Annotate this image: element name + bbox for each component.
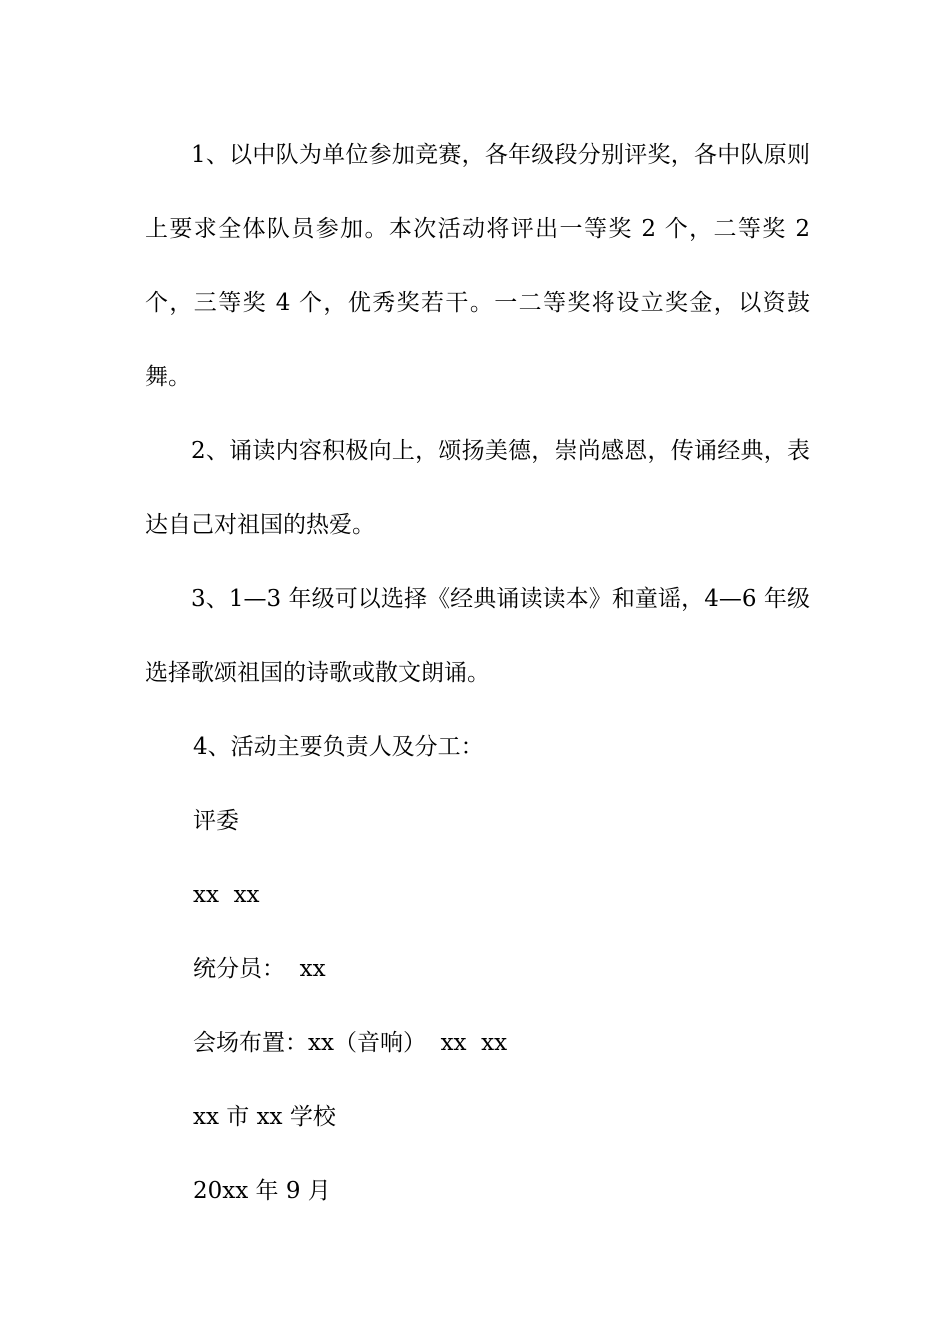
paragraph-competition-rules: 1、以中队为单位参加竞赛，各年级段分别评奖，各中队原则上要求全体队员参加。本次活动将评出一等奖 2 个，二等奖 2 个，三等奖 4 个，优秀奖若干。一二等奖将设立奖金，以资鼓舞。	[145, 142, 810, 390]
label-judges: 评委	[193, 808, 239, 834]
document-date: 20xx 年 9 月	[193, 1178, 331, 1204]
school-name: xx 市 xx 学校	[193, 1104, 336, 1130]
paragraph-grade-selection: 3、1—3 年级可以选择《经典诵读读本》和童谣，4—6 年级选择歌颂祖国的诗歌或散文朗诵。	[145, 586, 810, 686]
document-body	[145, 118, 810, 1228]
heading-responsibilities: 4、活动主要负责人及分工：	[193, 734, 484, 760]
judges-names: xx xx	[193, 882, 260, 908]
scorekeeper-line: 统分员： xx	[193, 956, 326, 982]
paragraph-content-requirements: 2、诵读内容积极向上，颂扬美德，崇尚感恩，传诵经典，表达自己对祖国的热爱。	[145, 438, 810, 538]
venue-setup-line: 会场布置：xx（音响） xx xx	[193, 1030, 508, 1056]
